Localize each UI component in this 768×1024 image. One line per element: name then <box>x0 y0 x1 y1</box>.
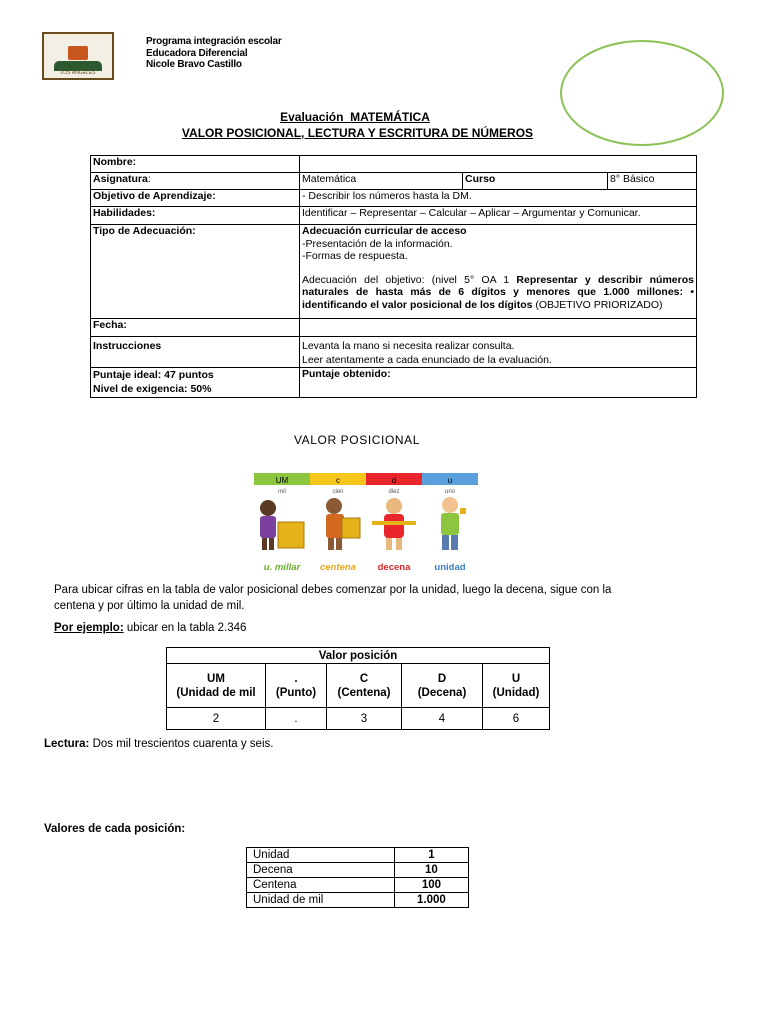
tipo-value <box>300 225 697 319</box>
objetivo-label: Objetivo de Aprendizaje: <box>91 190 300 207</box>
word-mil: mil <box>278 489 286 495</box>
eval-title <box>0 110 710 124</box>
pos-value-um: 2 <box>167 708 266 730</box>
tipo-label: Tipo de Adecuación: <box>91 225 300 319</box>
instruccion-2: Leer atentamente a cada enunciado de la evaluación. <box>302 354 552 366</box>
instrucciones-label: Instrucciones <box>91 337 300 368</box>
program-line-1: Programa integración escolar <box>146 36 282 47</box>
lectura-line <box>44 738 273 750</box>
value-number: 10 <box>394 863 468 878</box>
header-um: UM <box>275 476 289 485</box>
table-row <box>247 893 469 908</box>
eval-subtitle: VALOR POSICIONAL, LECTURA Y ESCRITURA DE NÚMEROS <box>181 126 534 140</box>
kid-one <box>441 497 466 550</box>
position-table-caption: Valor posición <box>167 648 550 664</box>
table-row <box>247 878 469 893</box>
table-row <box>247 863 469 878</box>
caption-centena: centena <box>320 562 356 573</box>
value-number: 1 <box>394 848 468 863</box>
header-u: u <box>447 476 453 485</box>
eval-title-prefix: Evaluación <box>280 110 344 124</box>
instruccion-1: Levanta la mano si necesita realizar consulta. <box>302 340 515 352</box>
section-title: VALOR POSICIONAL <box>293 433 421 447</box>
puntaje-ideal: Puntaje ideal: 47 puntos <box>93 369 214 381</box>
lectura-text: Dos mil trescientos cuarenta y seis. <box>89 738 274 750</box>
nombre-label: Nombre: <box>91 156 300 173</box>
objetivo-value: - Describir los números hasta la DM. <box>300 190 697 207</box>
program-line-3: Nicole Bravo Castillo <box>146 59 242 70</box>
instrucciones-value <box>300 337 697 368</box>
header-c: c <box>336 476 340 485</box>
place-value-illustration <box>254 472 478 574</box>
school-logo <box>42 32 114 80</box>
curso-label: Curso <box>463 173 608 190</box>
lectura-label: Lectura: <box>44 738 90 750</box>
word-diez: diez <box>388 489 400 495</box>
value-number: 100 <box>394 878 468 893</box>
fecha-label: Fecha: <box>91 319 300 337</box>
logo-emblem <box>68 46 88 60</box>
habilidades-label: Habilidades: <box>91 207 300 225</box>
value-name: Decena <box>247 863 395 878</box>
fecha-field[interactable] <box>300 319 697 337</box>
value-name: Unidad de mil <box>247 893 395 908</box>
kid-ten <box>372 498 416 550</box>
puntaje-label <box>91 368 300 398</box>
eval-title-subject: MATEMÁTICA <box>350 110 430 124</box>
program-line-2: Educadora Diferencial <box>146 47 248 59</box>
instruction-paragraph: Para ubicar cifras en la tabla de valor posicional debes comenzar por la unidad, luego la decena, sigue con la centena y por último la unidad de mil. <box>54 584 612 612</box>
tipo-objective: Adecuación del objetivo: (nivel 5° OA 1 Representar y describir números naturales de hasta más de 6 dígitos y menores que 1.000 millones: • identificando el valor posicional de los dígitos (OBJETIVO PRIORIZADO) <box>302 273 694 311</box>
word-cien: cien <box>332 489 344 495</box>
caption-decena: decena <box>377 562 411 573</box>
pos-header-d: D (Decena) <box>402 664 483 708</box>
pos-value-u: 6 <box>483 708 550 730</box>
tipo-item-2: -Formas de respuesta. <box>302 250 408 262</box>
pos-header-punto: . (Punto) <box>266 664 327 708</box>
example-text: ubicar en la tabla 2.346 <box>123 622 247 634</box>
pos-value-d: 4 <box>402 708 483 730</box>
pos-header-u: U (Unidad) <box>483 664 550 708</box>
pos-value-punto: . <box>266 708 327 730</box>
table-row <box>247 848 469 863</box>
caption-unidad: unidad <box>434 562 466 573</box>
asignatura-value: Matemática <box>300 173 463 190</box>
caption-millar: u. millar <box>263 562 301 573</box>
position-table <box>166 647 550 730</box>
program-header <box>146 36 282 71</box>
tipo-title: Adecuación curricular de acceso <box>302 225 467 237</box>
nombre-field[interactable] <box>300 156 697 173</box>
pos-header-um: UM (Unidad de mil <box>167 664 266 708</box>
curso-value: 8° Básico <box>608 173 697 190</box>
valores-title: Valores de cada posición: <box>44 823 186 835</box>
pos-value-c: 3 <box>327 708 402 730</box>
nivel-exigencia: Nivel de exigencia: 50% <box>93 383 212 395</box>
values-table <box>246 847 469 908</box>
example-label: Por ejemplo: <box>54 622 124 634</box>
info-table <box>90 155 697 398</box>
value-number: 1.000 <box>394 893 468 908</box>
kid-hundred <box>326 498 360 550</box>
value-name: Centena <box>247 878 395 893</box>
puntaje-obtenido: Puntaje obtenido: <box>300 368 697 398</box>
logo-text: LOS ÁNGELES <box>60 70 96 76</box>
tipo-item-1: -Presentación de la información. <box>302 237 453 250</box>
habilidades-value: Identificar – Representar – Calcular – Aplicar – Argumentar y Comunicar. <box>300 207 697 225</box>
pos-header-c: C (Centena) <box>327 664 402 708</box>
header-d: d <box>391 476 397 485</box>
example-line <box>54 622 246 634</box>
kid-thousand <box>260 500 304 550</box>
value-name: Unidad <box>247 848 395 863</box>
word-uno: uno <box>444 489 456 495</box>
asignatura-label: Asignatura: <box>91 173 300 190</box>
